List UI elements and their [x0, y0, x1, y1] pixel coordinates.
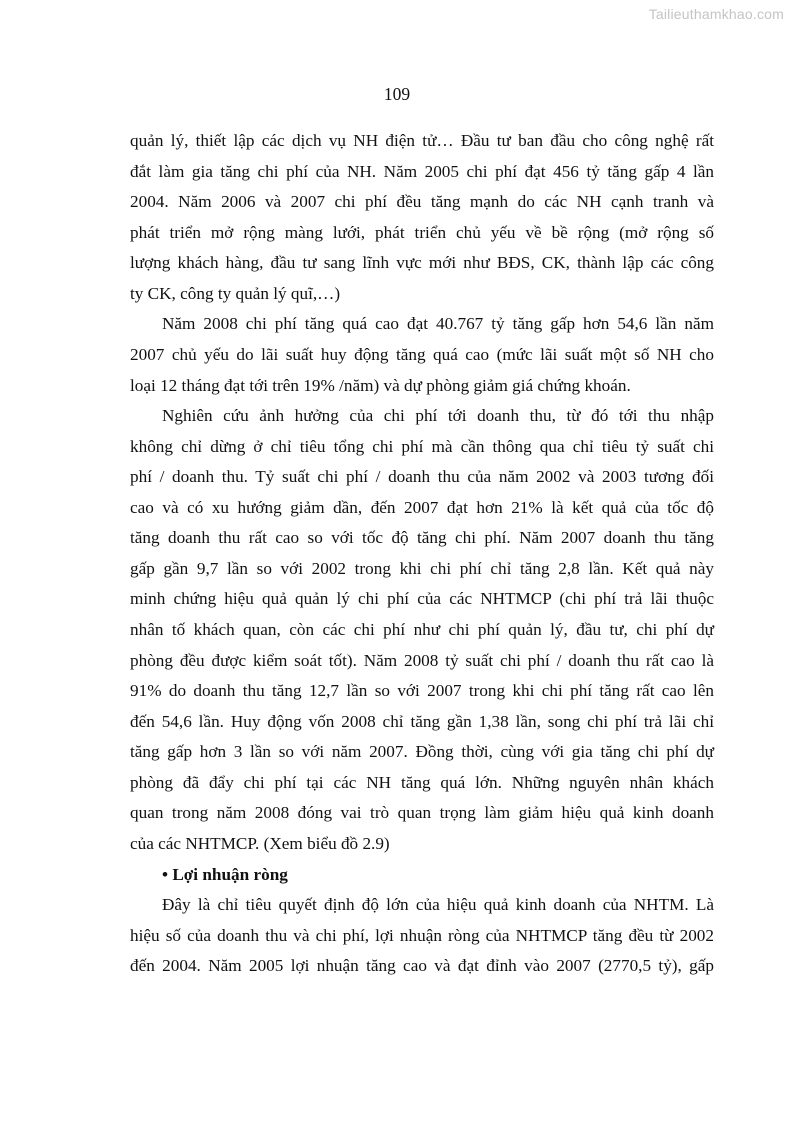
document-body — [130, 126, 714, 982]
text-line: nhân tố khách quan, còn các chi phí như chi phí quản lý, đầu tư, chi phí dự — [130, 620, 714, 639]
text-line: không chỉ dừng ở chỉ tiêu tổng chi phí mà cần thông qua chỉ tiêu tỷ suất chi — [130, 436, 714, 456]
text-line: Năm 2008 chi phí tăng quá cao đạt 40.767 tỷ tăng gấp hơn 54,6 lần năm — [162, 314, 714, 334]
text-line: phòng đã đẩy chi phí tại các NH tăng quá lớn. Những nguyên nhân khách — [130, 772, 714, 792]
text-line: Nghiên cứu ảnh hưởng của chi phí tới doanh thu, từ đó tới thu nhập — [162, 406, 714, 426]
text-line: đắt làm gia tăng chi phí của NH. Năm 2005 chi phí đạt 456 tỷ tăng gấp 4 lần — [130, 161, 714, 181]
text-line: loại 12 tháng đạt tới trên 19% /năm) và dự phòng giảm giá chứng khoán. — [130, 375, 631, 395]
text-line: gấp gần 9,7 lần so với 2002 trong khi chi phí chỉ tăng 2,8 lần. Kết quả này — [130, 558, 714, 578]
page-number: 109 — [383, 84, 411, 104]
text-line: minh chứng hiệu quả quản lý chi phí của các NHTMCP (chi phí trả lãi thuộc — [130, 589, 714, 609]
watermark: Tailieuthamkhao.com — [648, 6, 784, 22]
text-line: phát triển mở rộng màng lưới, phát triển chủ yếu về bề rộng (mở rộng số — [130, 222, 714, 242]
text-line: tăng doanh thu rất cao so với tốc độ tăng chi phí. Năm 2007 doanh thu tăng — [130, 528, 714, 548]
section-heading: • Lợi nhuận ròng — [162, 864, 288, 884]
text-line: 91% do doanh thu tăng 12,7 lần so với 2007 trong khi chi phí tăng rất cao lên — [130, 681, 714, 701]
text-line: phòng đều được kiểm soát tốt). Năm 2008 tỷ suất chi phí / doanh thu rất cao là — [130, 650, 714, 670]
text-line: tăng gấp hơn 3 lần so với năm 2007. Đồng thời, cùng với gia tăng chi phí dự — [130, 742, 714, 762]
text-line: đến 54,6 lần. Huy động vốn 2008 chỉ tăng gần 1,38 lần, song chi phí trả lãi chỉ — [130, 711, 714, 731]
text-line: ty CK, công ty quản lý quĩ,…) — [130, 283, 341, 303]
text-line: phí / doanh thu. Tỷ suất chi phí / doanh thu của năm 2002 và 2003 tương đối — [130, 467, 714, 487]
text-line: 2007 chủ yếu do lãi suất huy động tăng quá cao (mức lãi suất một số NH cho — [130, 344, 714, 364]
text-line: quan trong năm 2008 đóng vai trò quan trọng làm giảm hiệu quả kinh doanh — [130, 803, 714, 823]
text-line: 2004. Năm 2006 và 2007 chi phí đều tăng mạnh do các NH cạnh tranh và — [130, 192, 714, 212]
text-line: đến 2004. Năm 2005 lợi nhuận tăng cao và đạt đỉnh vào 2007 (2770,5 tỷ), gấp — [130, 956, 714, 976]
text-line: cao và có xu hướng giảm dần, đến 2007 đạt hơn 21% là kết quả của tốc độ — [130, 497, 714, 517]
text-line: lượng khách hàng, đầu tư sang lĩnh vực mới như BĐS, CK, thành lập các công — [130, 253, 714, 273]
text-line: của các NHTMCP. (Xem biểu đồ 2.9) — [130, 833, 390, 853]
text-line: quản lý, thiết lập các dịch vụ NH điện tử… Đầu tư ban đầu cho công nghệ rất — [130, 131, 714, 150]
text-line: hiệu số của doanh thu và chi phí, lợi nhuận ròng của NHTMCP tăng đều từ 2002 — [130, 925, 714, 945]
text-line: Đây là chỉ tiêu quyết định độ lớn của hiệu quả kinh doanh của NHTM. Là — [162, 895, 714, 915]
